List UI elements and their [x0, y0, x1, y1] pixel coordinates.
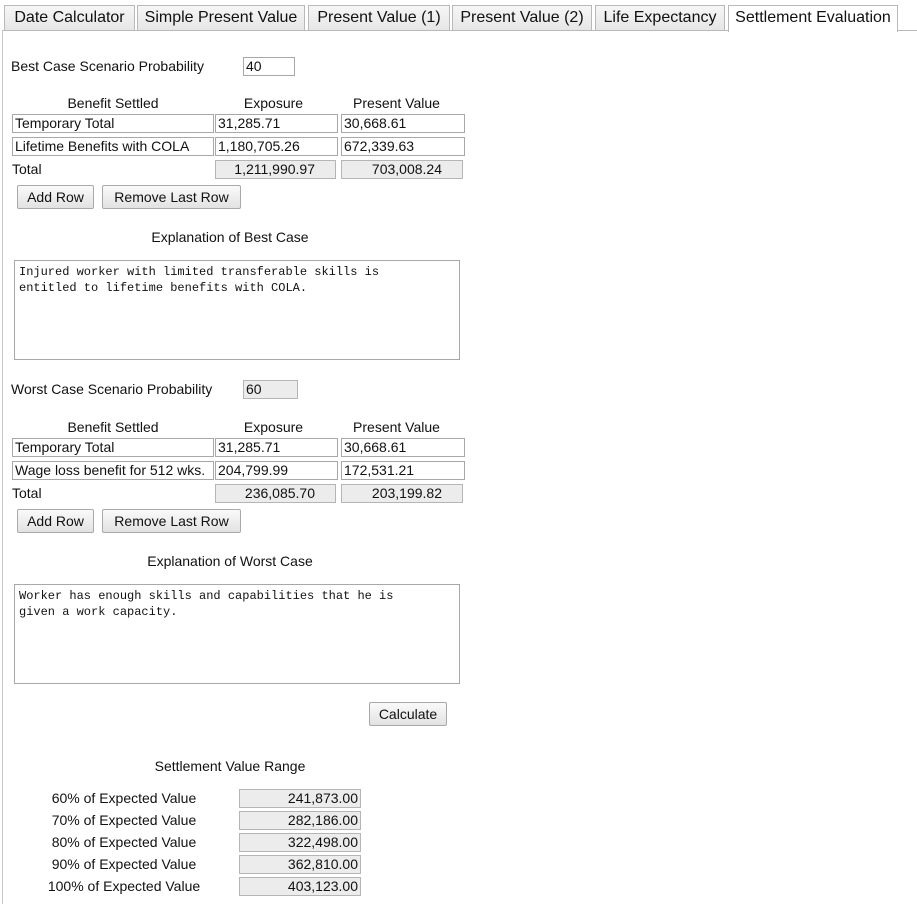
worst-row-1-benefit[interactable]: Temporary Total [12, 438, 214, 457]
best-header-present: Present Value [353, 95, 440, 111]
tab-bar [0, 0, 917, 32]
best-header-benefit: Benefit Settled [67, 95, 159, 111]
worst-total-exposure: 236,085.70 [215, 484, 336, 503]
range-value-90: 362,810.00 [239, 855, 361, 874]
tab-settlement-evaluation[interactable]: Settlement Evaluation [728, 5, 898, 32]
range-label-70: 70% of Expected Value [51, 812, 197, 828]
range-label-80: 80% of Expected Value [51, 834, 197, 850]
best-explanation-textarea[interactable]: Injured worker with limited transferable skills is entitled to lifetime benefits with COLA. [14, 260, 460, 360]
best-row-2-present[interactable]: 672,339.63 [341, 137, 465, 156]
worst-add-row-button[interactable]: Add Row [17, 509, 94, 533]
worst-header-present: Present Value [353, 419, 440, 435]
tab-date-calculator[interactable]: Date Calculator [4, 5, 135, 30]
range-value-100: 403,123.00 [239, 877, 361, 896]
worst-probability-label: Worst Case Scenario Probability [11, 381, 213, 397]
range-value-60: 241,873.00 [239, 789, 361, 808]
tab-present-value-2[interactable]: Present Value (2) [452, 5, 592, 30]
worst-probability-field: 60 [243, 380, 298, 399]
range-label-100: 100% of Expected Value [47, 878, 201, 894]
worst-header-benefit: Benefit Settled [67, 419, 159, 435]
best-header-exposure: Exposure [243, 95, 304, 111]
best-row-2-exposure[interactable]: 1,180,705.26 [215, 137, 338, 156]
tab-present-value-1[interactable]: Present Value (1) [308, 5, 450, 30]
range-value-70: 282,186.00 [239, 811, 361, 830]
worst-row-1-present[interactable]: 30,668.61 [341, 438, 465, 457]
worst-explanation-title: Explanation of Worst Case [147, 553, 313, 569]
best-probability-label: Best Case Scenario Probability [11, 58, 204, 74]
range-label-90: 90% of Expected Value [51, 856, 197, 872]
tab-simple-present-value[interactable]: Simple Present Value [137, 5, 305, 30]
best-remove-last-row-button[interactable]: Remove Last Row [102, 185, 241, 209]
range-value-80: 322,498.00 [239, 833, 361, 852]
worst-total-present: 203,199.82 [341, 484, 463, 503]
worst-header-exposure: Exposure [243, 419, 304, 435]
range-title: Settlement Value Range [154, 758, 306, 774]
best-probability-input[interactable]: 40 [243, 57, 295, 76]
best-row-1-exposure[interactable]: 31,285.71 [215, 114, 338, 133]
worst-row-2-exposure[interactable]: 204,799.99 [215, 461, 338, 480]
worst-row-2-benefit[interactable]: Wage loss benefit for 512 wks. [12, 461, 214, 480]
calculate-button[interactable]: Calculate [369, 702, 447, 726]
worst-remove-last-row-button[interactable]: Remove Last Row [102, 509, 241, 533]
worst-row-1-exposure[interactable]: 31,285.71 [215, 438, 338, 457]
best-total-label: Total [12, 161, 42, 177]
best-explanation-title: Explanation of Best Case [151, 229, 309, 245]
best-add-row-button[interactable]: Add Row [17, 185, 94, 209]
worst-explanation-textarea[interactable]: Worker has enough skills and capabilities that he is given a work capacity. [14, 584, 460, 684]
best-row-2-benefit[interactable]: Lifetime Benefits with COLA [12, 137, 214, 156]
tab-life-expectancy[interactable]: Life Expectancy [595, 5, 725, 30]
best-total-exposure: 1,211,990.97 [215, 160, 336, 179]
worst-row-2-present[interactable]: 172,531.21 [341, 461, 465, 480]
range-label-60: 60% of Expected Value [51, 790, 197, 806]
best-row-1-present[interactable]: 30,668.61 [341, 114, 465, 133]
panel-border [2, 30, 3, 904]
best-row-1-benefit[interactable]: Temporary Total [12, 114, 214, 133]
worst-total-label: Total [12, 485, 42, 501]
best-total-present: 703,008.24 [341, 160, 463, 179]
